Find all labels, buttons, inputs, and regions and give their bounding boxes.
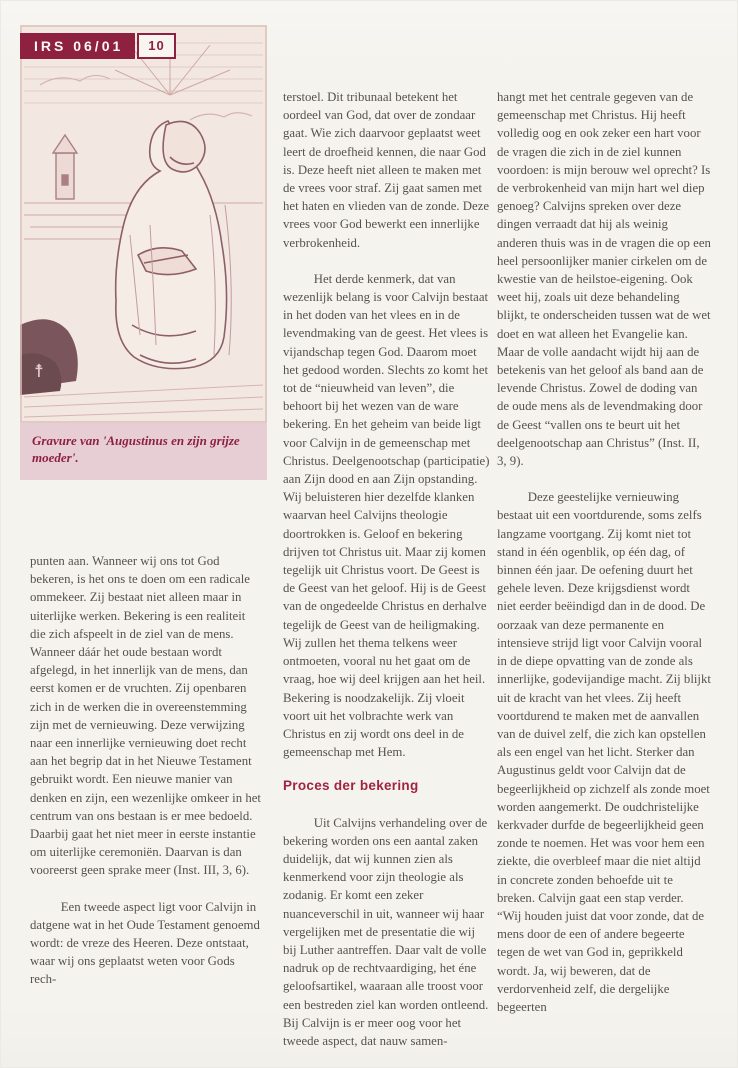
- paragraph: Uit Calvijns verhandeling over de bekering worden ons een aantal zaken duidelijk, dat wij kunnen zien als kenmerkend voor zijn theologie als zodanig. Er komt een zeker nuanceverschil in uit, wanneer wij haar vergelijken met de presentatie die wij bij Luther aantreffen. Daar valt de volle nadruk op de rechtvaardiging, het éne geloofsartikel, waaraan alle troost voor een bestreden ziel kan worden ontleend. Bij Calvijn is er meer oog voor het tweede aspect, dat nauw samen-: [283, 815, 489, 1048]
- paragraph: hangt met het centrale gegeven van de gemeenschap met Christus. Hij heeft volledig oog en ook zeker een hart voor de vragen die zich in de ziel kunnen voordoen: is mijn berouw wel oprecht? Is de verbrokenheid van mijn hart wel diep genoeg? Calvijns spreken over deze dingen verraadt dat hij als weinig anderen thuis was in de vragen die op een heel persoonlijker manier cirkelen om de kwestie van de heilstoe-eigening. Ook weet hij, zoals uit deze behandeling blijkt, te onderscheiden tussen wat de wet doet en wat alleen het Evangelie kan. Maar de volle aandacht wijdt hij aan de betekenis van het geloof als band aan de levende Christus. Zowel de doding van de oude mens als de levendmaking door de Geest “vallen ons te beurt uit het deelgenootschap aan Christus” (Inst. II, 3, 9).: [497, 90, 711, 469]
- section-heading: Proces der bekering: [283, 778, 419, 794]
- page-header: [20, 33, 176, 59]
- page-number-badge: 10: [137, 33, 175, 59]
- figure-caption: Gravure van 'Augustinus en zijn grijze moeder'.: [20, 423, 267, 480]
- paragraph: Deze geestelijke vernieuwing bestaat uit een voortdurende, soms zelfs langzame voortgang. Zij komt niet tot stand in één ogenblik, op één dag, of binnen één jaar. De oefening duurt het gehele leven. Deze krijgsdienst wordt niet eerder beëindigd dan in de dood. De oorzaak van deze permanente en intensieve strijd ligt voor Calvijn vooral in de diepe opvatting van de zonde als innerlijke, godevijandige macht. Zij blijkt uit de kracht van het vlees. Zij heeft voortdurend te maken met de aanvallen van de duivel zelf, die zich kan opstellen als een engel van het licht. Sterker dan Augustinus geldt voor Calvijn dat de begeerlijkheid op zichzelf als zonde moet worden aangemerkt. De oudchristelijke kerkvader durfde de begeerlijkheid geen zonde te noemen. Het was voor hem een ziekte, die overbleef maar die niet altijd in concrete zonden behoefde uit te breken. Calvijn gaat een stap verder. “Wij houden juist dat voor zonde, dat de mens door de een of andere begeerte tegen de wet van God in, geprikkeld wordt. Ja, wij beweren, dat de verdorvenheid zelf, die dergelijke begeerten: [497, 490, 711, 1014]
- issue-label: IRS 06/01: [20, 33, 135, 59]
- paragraph: Het derde kenmerk, dat van wezenlijk belang is voor Calvijn bestaat in het doden van het vlees en in de levendmaking van de geest. Het vlees is vijandschap tegen God. Daarom moet het gedood worden. Slechts zo komt het tot de “nieuwheid van leven”, die behoort bij het wezen van de ware bekering. En het geheim van beide ligt voor Calvijn in de gemeenschap met Christus. Deelgenootschap (participatie) aan Zijn dood en aan Zijn opstanding. Wij beluisteren hier dezelfde klanken waarvan heel Calvijns theologie doortrokken is. Geloof en bekering drijven tot Christus uit. Maar zij komen tegelijk uit Christus voort. De Geest is de Geest van het geloof. Hij is de Geest van de ongedeelde Christus en derhalve tegelijk de Geest van de heiligmaking. Wij zullen het thema telkens weer ontmoeten, vooral nu het gaat om de vraag, hoe wij deel krijgen aan het heil. Bekering is noodzakelijk. Zij vloeit voort uit het volbrachte werk van Christus en zij wordt ons deel in de gemeenschap met Hem.: [283, 271, 490, 760]
- text-column-middle: [283, 88, 490, 1050]
- paragraph: punten aan. Wanneer wij ons tot God bekeren, is het ons te doen om een radicale ommekeer. Zij bestaat niet alleen maar in uiterlijke werken. Bekering is een realiteit die zich afspeelt in de ziel van de mens. Wanneer dáár het oude bestaan wordt afgelegd, in het innerlijk van de mens, dan eerst komen er de vruchten. Zij openbaren zich in de werken die in overeenstemming zijn met de vernieuwing. Deze verwijzing naar een innerlijke vernieuwing doet recht aan het begrip dat in het Nieuwe Testament gebruikt wordt. Een nieuwe manier van denken en zijn, een wezenlijke omkeer in het centrum van ons bestaan is er mee bedoeld. Daarbij gaat het niet meer in eerste instantie om uiterlijke ceremoniën. Daarvan is dan vooreerst geen sprake meer (Inst. III, 3, 6).: [30, 554, 261, 878]
- paragraph: Een tweede aspect ligt voor Calvijn in datgene wat in het Oude Testament genoemd wordt: de vreze des Heeren. Deze ontstaat, waar wij ons geplaatst weten voor Gods rech-: [30, 899, 260, 987]
- svg-text:☨: ☨: [34, 361, 44, 382]
- figure-augustinus: [20, 25, 267, 480]
- text-column-right: [497, 88, 711, 1016]
- engraving-augustinus-image: [20, 25, 267, 423]
- text-column-left: [30, 552, 262, 989]
- paragraph: terstoel. Dit tribunaal betekent het oordeel van God, dat over de zondaar gaat. Wie zich daarvoor geplaatst weet leert de droefheid kennen, die naar God is. Deze heeft niet alleen te maken met de vrees voor straf. Zij gaat samen met het haten en vlieden van de zonde. Deze vrees voor God bewerkt een innerlijke verbrokenheid.: [283, 90, 490, 250]
